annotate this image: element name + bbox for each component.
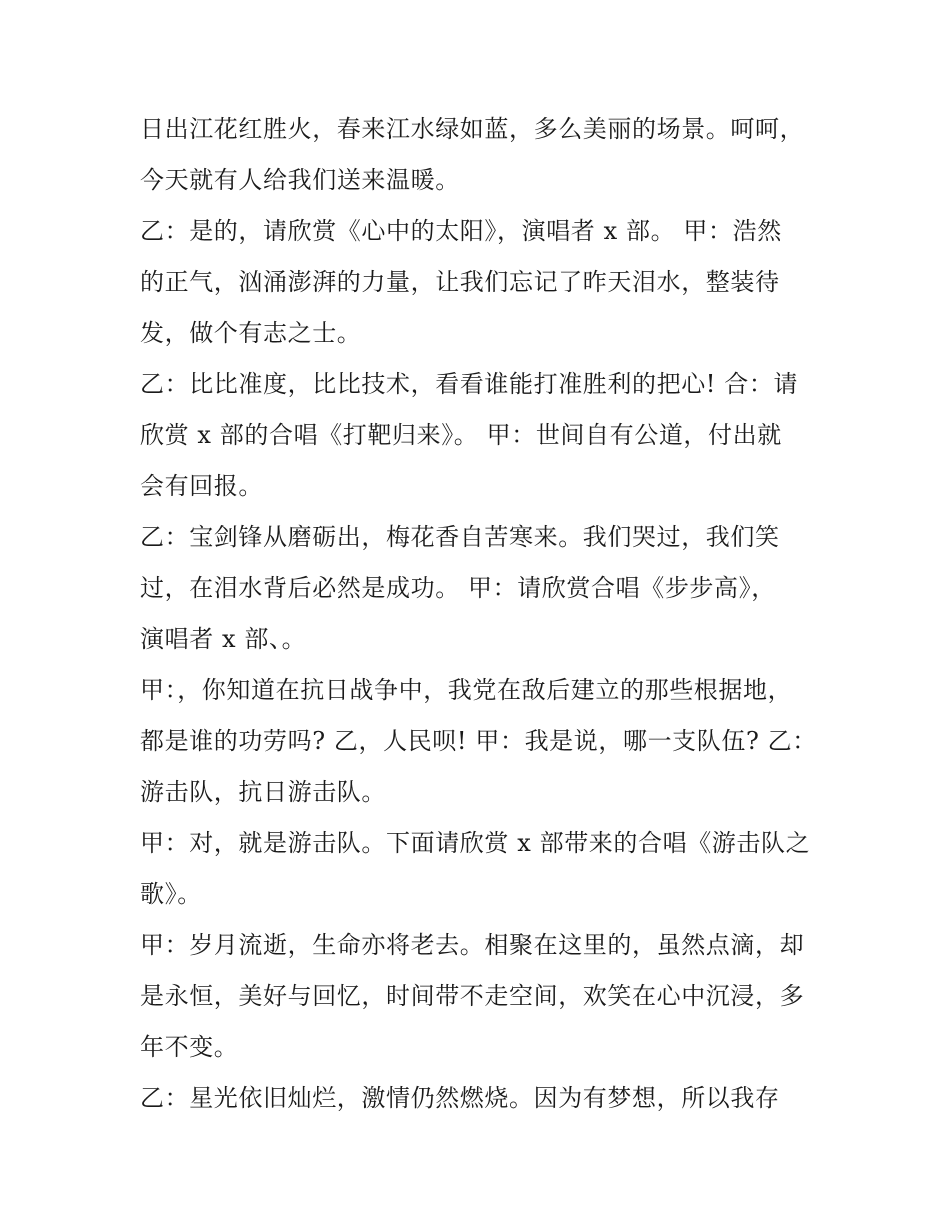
text-line: 甲：，你知道在抗日战争中，我党在敌后建立的那些根据地， [140,676,793,704]
document-body [140,104,820,1124]
text-line: 是永恒，美好与回忆，时间带不走空间，欢笑在心中沉浸，多 [140,982,805,1010]
text-line: 甲：对，就是游击队。下面请欣赏 x 部带来的合唱《游击队之 [140,829,811,857]
text-line: 会有回报。 [140,472,263,500]
text-line: 日出江花红胜火，春来江水绿如蓝，多么美丽的场景。呵呵， [140,115,805,143]
text-line: 乙：是的，请欣赏《心中的太阳》，演唱者 x 部。 甲：浩然 [140,217,782,245]
text-line: 今天就有人给我们送来温暖。 [140,166,460,194]
text-line: 乙：宝剑锋从磨砺出，梅花香自苦寒来。我们哭过，我们笑 [140,523,780,551]
text-line: 年不变。 [140,1033,239,1061]
text-line: 游击队，抗日游击队。 [140,778,386,806]
text-line: 歌》。 [140,880,202,908]
text-line: 的正气，汹涌澎湃的力量，让我们忘记了昨天泪水，整装待 [140,268,780,296]
text-line: 欣赏 x 部的合唱《打靶归来》。 甲：世间自有公道，付出就 [140,421,782,449]
text-line: 乙：星光依旧灿烂，激情仍然燃烧。因为有梦想，所以我存 [140,1084,780,1112]
text-line: 发，做个有志之士。 [140,319,362,347]
text-line: 都是谁的功劳吗? 乙，人民呗! 甲：我是说，哪一支队伍? 乙： [140,727,817,755]
text-line: 乙：比比准度，比比技术，看看谁能打准胜利的把心! 合：请 [140,370,799,398]
text-line: 甲：岁月流逝，生命亦将老去。相聚在这里的，虽然点滴，却 [140,931,805,959]
text-line: 过，在泪水背后必然是成功。 甲：请欣赏合唱《步步高》， [140,574,776,602]
text-line: 演唱者 x 部、。 [140,625,307,653]
